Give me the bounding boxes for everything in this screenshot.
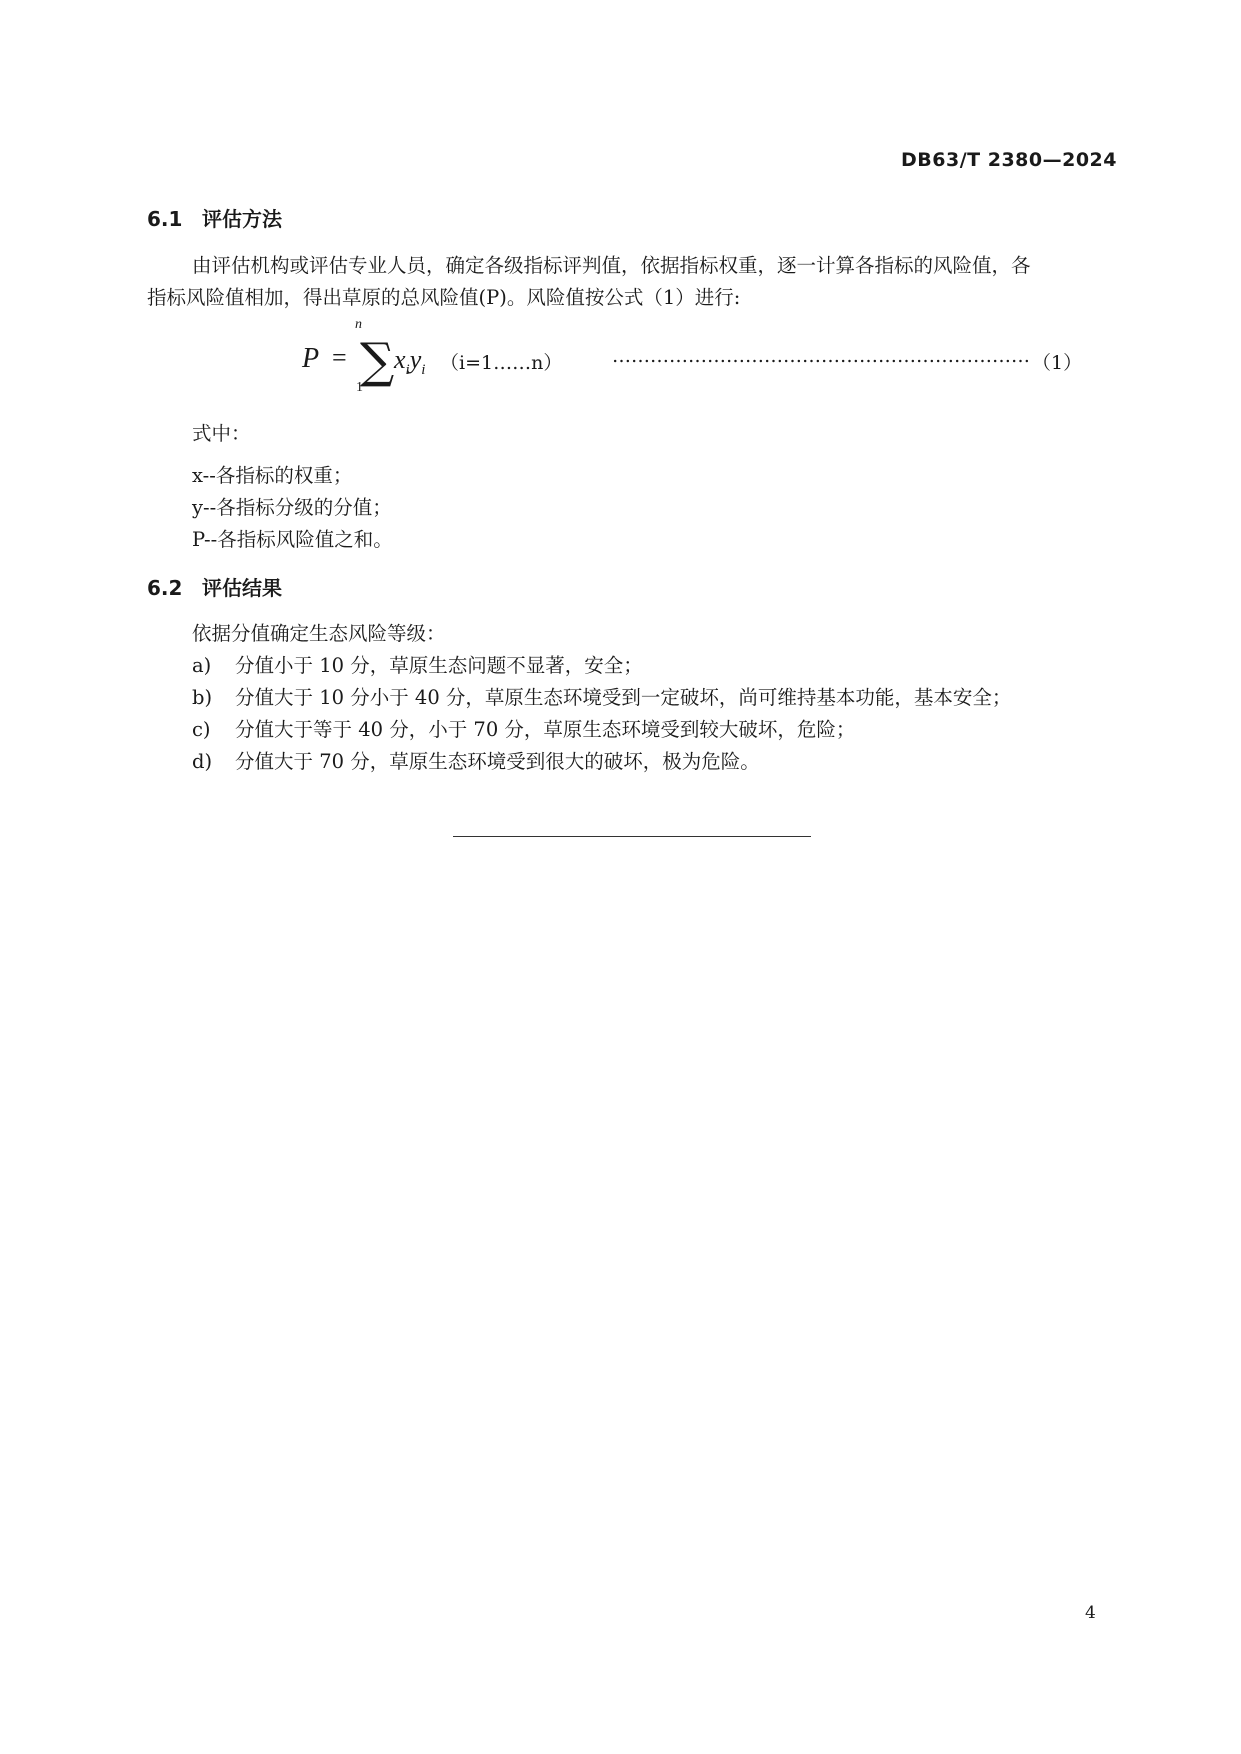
leader-dots: …………………………………………………………	[612, 345, 1030, 367]
formula-range: （i=1……n）	[440, 352, 563, 374]
list-item	[192, 714, 855, 742]
term-x: x	[394, 345, 406, 374]
list-item	[192, 650, 643, 678]
sigma-symbol: ∑	[360, 333, 395, 389]
sum-lower-limit: 1	[356, 380, 363, 395]
term-y: y	[409, 345, 422, 374]
list-item	[192, 746, 760, 774]
subscript-i: i	[405, 362, 410, 379]
results-intro: 依据分值确定生态风险等级：	[192, 622, 446, 645]
section-heading-6-1	[147, 203, 282, 232]
page-number: 4	[1085, 1603, 1096, 1623]
list-marker: c)	[192, 718, 211, 741]
where-label: 式中：	[192, 422, 251, 445]
paragraph-line-1: 由评估机构或评估专业人员，确定各级指标评判值，依据指标权重，逐一计算各指标的风险值，各	[192, 254, 1031, 277]
list-text: 分值大于等于 40 分，小于 70 分，草原生态环境受到较大破坏，危险；	[235, 718, 856, 741]
definition-y: y--各指标分级的分值；	[192, 496, 392, 519]
list-marker: b)	[192, 686, 213, 709]
section-number: 6.2	[147, 576, 183, 600]
definition-p: P--各指标风险值之和。	[192, 528, 393, 551]
section-number: 6.1	[147, 207, 183, 231]
equation-number: （1）	[1032, 352, 1083, 374]
end-rule-divider	[453, 836, 811, 837]
definition-x: x--各指标的权重；	[192, 464, 353, 487]
sum-upper-limit: n	[355, 317, 362, 332]
list-text: 分值大于 70 分，草原生态环境受到很大的破坏，极为危险。	[235, 750, 760, 773]
formula-1	[302, 317, 1122, 403]
subscript-i: i	[421, 362, 426, 379]
list-text: 分值小于 10 分，草原生态问题不显著，安全；	[235, 654, 643, 677]
list-item	[192, 682, 1011, 710]
formula-equals: =	[332, 343, 347, 372]
document-code: DB63/T 2380—2024	[901, 149, 1117, 171]
list-marker: a)	[192, 654, 212, 677]
section-title: 评估方法	[202, 207, 282, 231]
section-title: 评估结果	[202, 576, 282, 600]
list-text: 分值大于 10 分小于 40 分，草原生态环境受到一定破坏，尚可维持基本功能，基本安全；	[235, 686, 1012, 709]
paragraph-line-2: 指标风险值相加，得出草原的总风险值(P)。风险值按公式（1）进行:	[147, 286, 741, 309]
formula-term	[394, 345, 425, 379]
formula-lhs: P	[302, 343, 320, 374]
section-heading-6-2	[147, 572, 282, 601]
list-marker: d)	[192, 750, 213, 773]
